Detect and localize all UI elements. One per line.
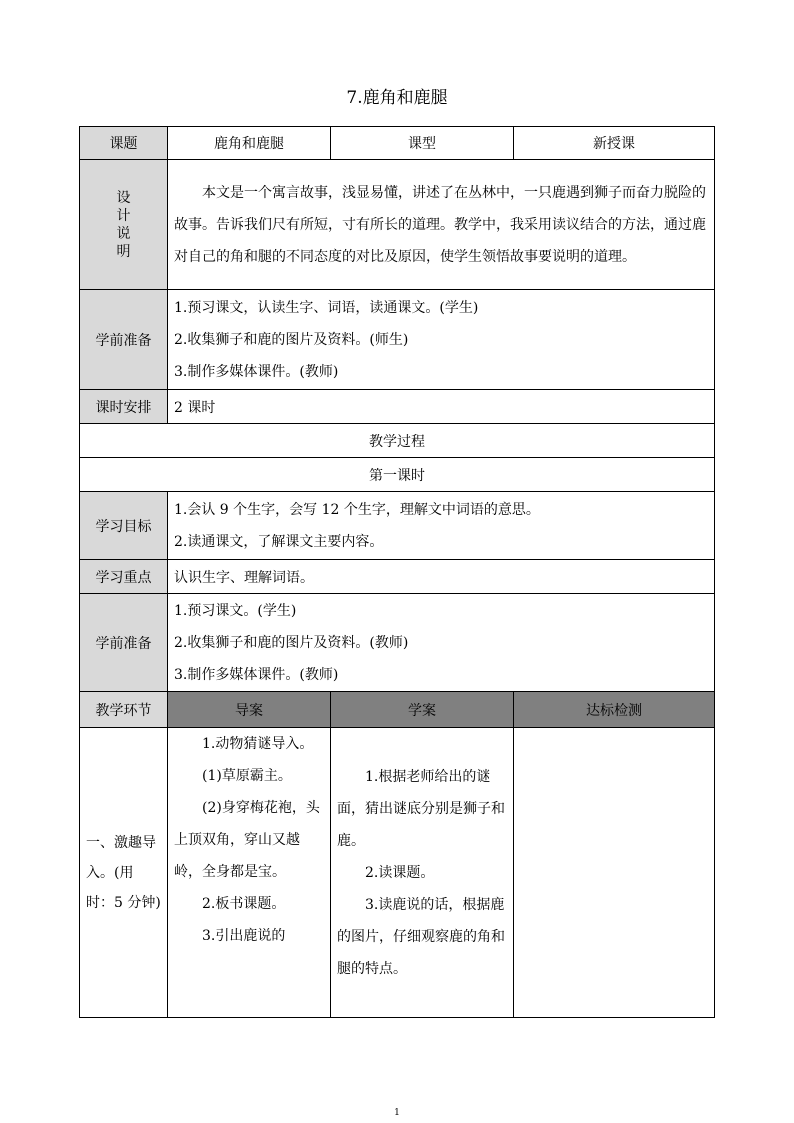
design-label-char: 明 xyxy=(116,243,131,260)
design-text: 本文是一个寓言故事，浅显易懂，讲述了在丛林中，一只鹿遇到狮子而奋力脱险的故事。告诉我们尺有所短，寸有所长的道理。教学中，我采用读议结合的方法，通过鹿对自己的角和腿的不同态度的对比及原因，使学生领悟故事要说明的道理。 xyxy=(174,184,706,265)
prep1-item: 3.制作多媒体课件。(教师) xyxy=(174,363,339,380)
goals-items xyxy=(168,492,715,560)
topic-row xyxy=(80,127,715,160)
topic-value: 鹿角和鹿腿 xyxy=(168,127,331,160)
process-header-row xyxy=(80,424,715,458)
design-description xyxy=(168,160,715,290)
prep2-item: 2.收集狮子和鹿的图片及资料。(教师) xyxy=(174,634,409,651)
guide-item: (1)草原霸主。 xyxy=(202,768,292,784)
prep2-item: 3.制作多媒体课件。(教师) xyxy=(174,666,339,683)
design-label-char: 说 xyxy=(116,225,131,242)
col-guide-header: 导案 xyxy=(168,692,331,728)
stage1-row xyxy=(80,728,715,1018)
study-item: 2.读课题。 xyxy=(365,864,435,881)
columns-header-row xyxy=(80,692,715,728)
topic-label: 课题 xyxy=(80,127,168,160)
prep1-item: 1.预习课文，认读生字、词语，读通课文。(学生) xyxy=(174,299,479,316)
stage1-check xyxy=(514,728,715,1018)
guide-item: 2.板书课题。 xyxy=(202,896,286,912)
prep1-item: 2.收集狮子和鹿的图片及资料。(师生) xyxy=(174,331,409,348)
design-label-char: 设 xyxy=(116,189,131,206)
col-study-header: 学案 xyxy=(331,692,514,728)
guide-item: 1.动物猜谜导入。 xyxy=(202,736,314,752)
design-label xyxy=(80,160,168,290)
lesson-plan-table xyxy=(79,126,715,1018)
study-item: 1.根据老师给出的谜面，猜出谜底分别是狮子和鹿。 xyxy=(337,768,505,849)
prep1-label: 学前准备 xyxy=(80,290,168,390)
goals-row xyxy=(80,492,715,560)
guide-item: (2)身穿梅花袍，头上顶双角，穿山又越岭，全身都是宝。 xyxy=(174,800,320,880)
schedule-value: 2 课时 xyxy=(168,390,715,424)
focus-row xyxy=(80,560,715,594)
design-label-char: 计 xyxy=(116,207,131,224)
stage1-guide xyxy=(168,728,331,1018)
stage1-label-text: 一、激趣导入。(用时：5 分钟) xyxy=(86,834,161,911)
col-stage-header: 教学环节 xyxy=(80,692,168,728)
prep1-row xyxy=(80,290,715,390)
study-item: 3.读鹿说的话，根据鹿的图片，仔细观察鹿的角和腿的特点。 xyxy=(337,896,505,977)
goal-item: 1.会认 9 个生字，会写 12 个生字，理解文中词语的意思。 xyxy=(174,501,540,518)
stage1-label xyxy=(80,728,168,1018)
goal-item: 2.读通课文，了解课文主要内容。 xyxy=(174,533,384,550)
lesson1-header: 第一课时 xyxy=(80,458,715,492)
guide-item: 3.引出鹿说的 xyxy=(202,928,286,944)
page-number: 1 xyxy=(394,1108,400,1118)
focus-value: 认识生字、理解词语。 xyxy=(168,560,715,594)
schedule-row xyxy=(80,390,715,424)
prep2-item: 1.预习课文。(学生) xyxy=(174,602,297,619)
goals-label: 学习目标 xyxy=(80,492,168,560)
prep2-items xyxy=(168,594,715,692)
design-row xyxy=(80,160,715,290)
prep2-label: 学前准备 xyxy=(80,594,168,692)
focus-label: 学习重点 xyxy=(80,560,168,594)
document-title: 7.鹿角和鹿腿 xyxy=(346,88,448,108)
schedule-label: 课时安排 xyxy=(80,390,168,424)
prep2-row xyxy=(80,594,715,692)
prep1-items xyxy=(168,290,715,390)
lesson-type-value: 新授课 xyxy=(514,127,715,160)
lesson-type-label: 课型 xyxy=(331,127,514,160)
lesson1-header-row xyxy=(80,458,715,492)
stage1-study xyxy=(331,728,514,1018)
process-header: 教学过程 xyxy=(80,424,715,458)
col-check-header: 达标检测 xyxy=(514,692,715,728)
